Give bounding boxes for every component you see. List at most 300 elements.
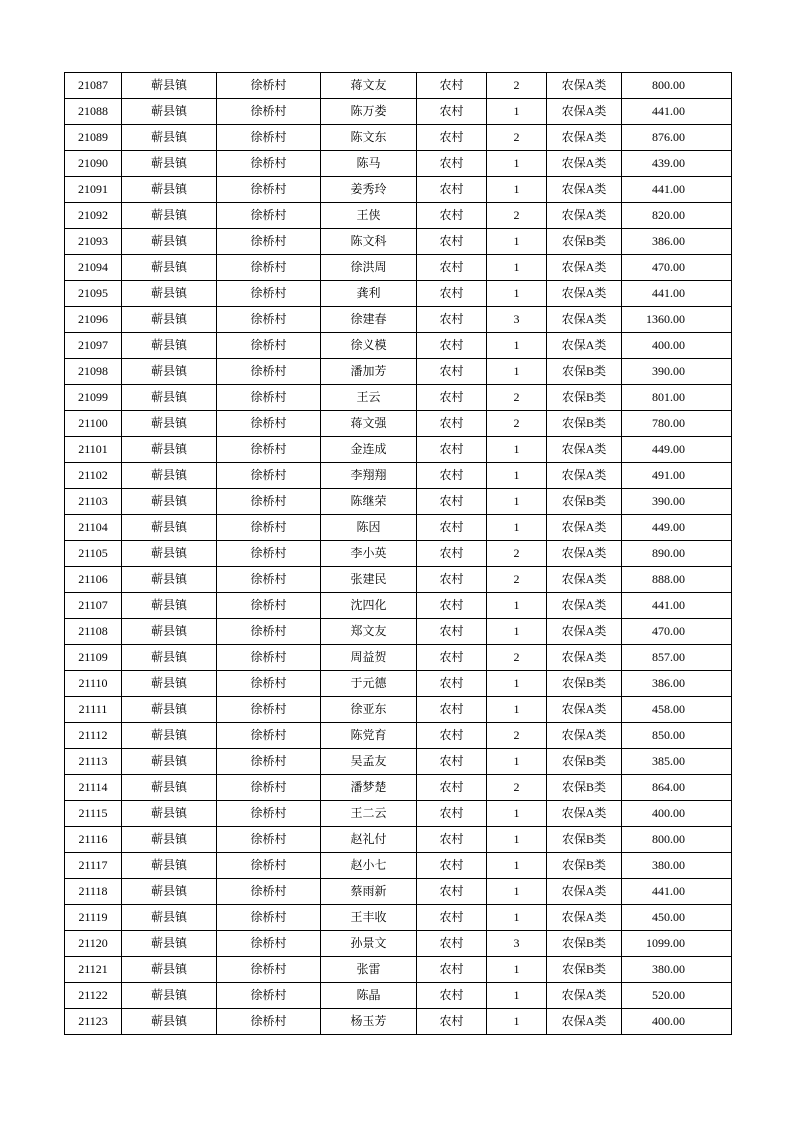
person-name-cell: 李翔翔 <box>321 463 417 489</box>
town-cell: 蕲县镇 <box>122 905 217 931</box>
person-name-cell: 杨玉芳 <box>321 1009 417 1035</box>
village-cell: 徐桥村 <box>217 801 321 827</box>
village-cell: 徐桥村 <box>217 931 321 957</box>
person-name-cell: 陈万娄 <box>321 99 417 125</box>
insurance-category-cell: 农保A类 <box>547 463 622 489</box>
insurance-category-cell: 农保B类 <box>547 359 622 385</box>
person-count-cell: 1 <box>487 827 547 853</box>
record-id-cell: 21088 <box>65 99 122 125</box>
residence-type-cell: 农村 <box>417 229 487 255</box>
amount-cell: 850.00 <box>622 723 732 749</box>
town-cell: 蕲县镇 <box>122 879 217 905</box>
insurance-category-cell: 农保A类 <box>547 151 622 177</box>
person-count-cell: 2 <box>487 411 547 437</box>
table-row <box>65 281 732 307</box>
village-cell: 徐桥村 <box>217 463 321 489</box>
person-count-cell: 1 <box>487 229 547 255</box>
record-id-cell: 21096 <box>65 307 122 333</box>
person-name-cell: 张建民 <box>321 567 417 593</box>
village-cell: 徐桥村 <box>217 177 321 203</box>
table-row <box>65 229 732 255</box>
record-id-cell: 21120 <box>65 931 122 957</box>
person-name-cell: 王丰收 <box>321 905 417 931</box>
person-name-cell: 王二云 <box>321 801 417 827</box>
person-name-cell: 周益贺 <box>321 645 417 671</box>
amount-cell: 390.00 <box>622 489 732 515</box>
record-id-cell: 21092 <box>65 203 122 229</box>
insurance-category-cell: 农保B类 <box>547 411 622 437</box>
person-count-cell: 1 <box>487 983 547 1009</box>
amount-cell: 449.00 <box>622 437 732 463</box>
table-row <box>65 333 732 359</box>
village-cell: 徐桥村 <box>217 255 321 281</box>
village-cell: 徐桥村 <box>217 775 321 801</box>
insurance-category-cell: 农保A类 <box>547 281 622 307</box>
residence-type-cell: 农村 <box>417 749 487 775</box>
insurance-category-cell: 农保A类 <box>547 99 622 125</box>
amount-cell: 386.00 <box>622 229 732 255</box>
person-count-cell: 1 <box>487 359 547 385</box>
table-row <box>65 203 732 229</box>
residence-type-cell: 农村 <box>417 957 487 983</box>
residence-type-cell: 农村 <box>417 827 487 853</box>
town-cell: 蕲县镇 <box>122 463 217 489</box>
table-row <box>65 593 732 619</box>
insurance-category-cell: 农保B类 <box>547 671 622 697</box>
town-cell: 蕲县镇 <box>122 775 217 801</box>
table-row <box>65 853 732 879</box>
person-name-cell: 潘梦楚 <box>321 775 417 801</box>
record-id-cell: 21107 <box>65 593 122 619</box>
residence-type-cell: 农村 <box>417 489 487 515</box>
record-id-cell: 21091 <box>65 177 122 203</box>
person-name-cell: 徐义模 <box>321 333 417 359</box>
insurance-category-cell: 农保A类 <box>547 1009 622 1035</box>
town-cell: 蕲县镇 <box>122 749 217 775</box>
insurance-category-cell: 农保B类 <box>547 749 622 775</box>
village-cell: 徐桥村 <box>217 697 321 723</box>
person-name-cell: 张雷 <box>321 957 417 983</box>
table-row <box>65 905 732 931</box>
person-name-cell: 蒋文友 <box>321 73 417 99</box>
table-row <box>65 489 732 515</box>
record-id-cell: 21110 <box>65 671 122 697</box>
town-cell: 蕲县镇 <box>122 359 217 385</box>
residence-type-cell: 农村 <box>417 151 487 177</box>
town-cell: 蕲县镇 <box>122 437 217 463</box>
town-cell: 蕲县镇 <box>122 827 217 853</box>
record-id-cell: 21113 <box>65 749 122 775</box>
residence-type-cell: 农村 <box>417 463 487 489</box>
person-count-cell: 1 <box>487 515 547 541</box>
residence-type-cell: 农村 <box>417 879 487 905</box>
table-row <box>65 749 732 775</box>
amount-cell: 890.00 <box>622 541 732 567</box>
record-id-cell: 21112 <box>65 723 122 749</box>
village-cell: 徐桥村 <box>217 645 321 671</box>
record-id-cell: 21118 <box>65 879 122 905</box>
town-cell: 蕲县镇 <box>122 671 217 697</box>
insurance-category-cell: 农保A类 <box>547 905 622 931</box>
record-id-cell: 21106 <box>65 567 122 593</box>
person-count-cell: 1 <box>487 99 547 125</box>
person-count-cell: 1 <box>487 463 547 489</box>
village-cell: 徐桥村 <box>217 957 321 983</box>
amount-cell: 780.00 <box>622 411 732 437</box>
person-count-cell: 1 <box>487 333 547 359</box>
table-row <box>65 567 732 593</box>
residence-type-cell: 农村 <box>417 125 487 151</box>
town-cell: 蕲县镇 <box>122 99 217 125</box>
residence-type-cell: 农村 <box>417 541 487 567</box>
insurance-category-cell: 农保A类 <box>547 255 622 281</box>
amount-cell: 400.00 <box>622 801 732 827</box>
village-cell: 徐桥村 <box>217 203 321 229</box>
residence-type-cell: 农村 <box>417 697 487 723</box>
town-cell: 蕲县镇 <box>122 125 217 151</box>
person-name-cell: 陈因 <box>321 515 417 541</box>
town-cell: 蕲县镇 <box>122 983 217 1009</box>
record-id-cell: 21115 <box>65 801 122 827</box>
insurance-category-cell: 农保A类 <box>547 593 622 619</box>
person-name-cell: 陈马 <box>321 151 417 177</box>
residence-type-cell: 农村 <box>417 359 487 385</box>
residence-type-cell: 农村 <box>417 203 487 229</box>
residence-type-cell: 农村 <box>417 1009 487 1035</box>
records-table <box>64 72 732 1035</box>
table-row <box>65 697 732 723</box>
person-name-cell: 陈晶 <box>321 983 417 1009</box>
record-id-cell: 21117 <box>65 853 122 879</box>
insurance-category-cell: 农保A类 <box>547 541 622 567</box>
person-count-cell: 2 <box>487 73 547 99</box>
town-cell: 蕲县镇 <box>122 203 217 229</box>
village-cell: 徐桥村 <box>217 619 321 645</box>
residence-type-cell: 农村 <box>417 437 487 463</box>
person-count-cell: 1 <box>487 957 547 983</box>
person-count-cell: 2 <box>487 567 547 593</box>
town-cell: 蕲县镇 <box>122 177 217 203</box>
residence-type-cell: 农村 <box>417 567 487 593</box>
record-id-cell: 21094 <box>65 255 122 281</box>
record-id-cell: 21098 <box>65 359 122 385</box>
insurance-category-cell: 农保A类 <box>547 645 622 671</box>
person-count-cell: 2 <box>487 541 547 567</box>
table-row <box>65 619 732 645</box>
table-row <box>65 541 732 567</box>
village-cell: 徐桥村 <box>217 905 321 931</box>
village-cell: 徐桥村 <box>217 411 321 437</box>
person-name-cell: 徐亚东 <box>321 697 417 723</box>
record-id-cell: 21100 <box>65 411 122 437</box>
person-count-cell: 1 <box>487 255 547 281</box>
amount-cell: 441.00 <box>622 281 732 307</box>
record-id-cell: 21097 <box>65 333 122 359</box>
person-name-cell: 陈党育 <box>321 723 417 749</box>
town-cell: 蕲县镇 <box>122 255 217 281</box>
town-cell: 蕲县镇 <box>122 489 217 515</box>
village-cell: 徐桥村 <box>217 671 321 697</box>
person-name-cell: 赵礼付 <box>321 827 417 853</box>
table-row <box>65 151 732 177</box>
town-cell: 蕲县镇 <box>122 151 217 177</box>
residence-type-cell: 农村 <box>417 801 487 827</box>
amount-cell: 386.00 <box>622 671 732 697</box>
amount-cell: 470.00 <box>622 619 732 645</box>
record-id-cell: 21087 <box>65 73 122 99</box>
table-row <box>65 957 732 983</box>
residence-type-cell: 农村 <box>417 385 487 411</box>
amount-cell: 876.00 <box>622 125 732 151</box>
record-id-cell: 21093 <box>65 229 122 255</box>
village-cell: 徐桥村 <box>217 359 321 385</box>
village-cell: 徐桥村 <box>217 151 321 177</box>
person-name-cell: 龚利 <box>321 281 417 307</box>
record-id-cell: 21099 <box>65 385 122 411</box>
amount-cell: 441.00 <box>622 177 732 203</box>
town-cell: 蕲县镇 <box>122 411 217 437</box>
town-cell: 蕲县镇 <box>122 385 217 411</box>
person-name-cell: 姜秀玲 <box>321 177 417 203</box>
residence-type-cell: 农村 <box>417 983 487 1009</box>
amount-cell: 450.00 <box>622 905 732 931</box>
table-row <box>65 385 732 411</box>
residence-type-cell: 农村 <box>417 255 487 281</box>
insurance-category-cell: 农保B类 <box>547 385 622 411</box>
village-cell: 徐桥村 <box>217 99 321 125</box>
town-cell: 蕲县镇 <box>122 567 217 593</box>
person-count-cell: 1 <box>487 801 547 827</box>
town-cell: 蕲县镇 <box>122 515 217 541</box>
residence-type-cell: 农村 <box>417 73 487 99</box>
table-row <box>65 879 732 905</box>
record-id-cell: 21111 <box>65 697 122 723</box>
person-name-cell: 王云 <box>321 385 417 411</box>
residence-type-cell: 农村 <box>417 619 487 645</box>
amount-cell: 864.00 <box>622 775 732 801</box>
table-row <box>65 931 732 957</box>
person-count-cell: 3 <box>487 307 547 333</box>
person-name-cell: 金连成 <box>321 437 417 463</box>
table-row <box>65 775 732 801</box>
table-row <box>65 801 732 827</box>
town-cell: 蕲县镇 <box>122 593 217 619</box>
table-row <box>65 73 732 99</box>
village-cell: 徐桥村 <box>217 749 321 775</box>
village-cell: 徐桥村 <box>217 281 321 307</box>
record-id-cell: 21090 <box>65 151 122 177</box>
town-cell: 蕲县镇 <box>122 307 217 333</box>
record-id-cell: 21089 <box>65 125 122 151</box>
amount-cell: 449.00 <box>622 515 732 541</box>
amount-cell: 458.00 <box>622 697 732 723</box>
amount-cell: 800.00 <box>622 73 732 99</box>
village-cell: 徐桥村 <box>217 1009 321 1035</box>
residence-type-cell: 农村 <box>417 775 487 801</box>
town-cell: 蕲县镇 <box>122 697 217 723</box>
person-count-cell: 1 <box>487 619 547 645</box>
insurance-category-cell: 农保A类 <box>547 515 622 541</box>
village-cell: 徐桥村 <box>217 593 321 619</box>
village-cell: 徐桥村 <box>217 73 321 99</box>
person-name-cell: 徐洪周 <box>321 255 417 281</box>
amount-cell: 380.00 <box>622 957 732 983</box>
town-cell: 蕲县镇 <box>122 281 217 307</box>
person-name-cell: 赵小七 <box>321 853 417 879</box>
record-id-cell: 21103 <box>65 489 122 515</box>
insurance-category-cell: 农保B类 <box>547 775 622 801</box>
residence-type-cell: 农村 <box>417 177 487 203</box>
village-cell: 徐桥村 <box>217 541 321 567</box>
insurance-category-cell: 农保A类 <box>547 307 622 333</box>
amount-cell: 400.00 <box>622 333 732 359</box>
person-count-cell: 1 <box>487 879 547 905</box>
residence-type-cell: 农村 <box>417 515 487 541</box>
insurance-category-cell: 农保B类 <box>547 489 622 515</box>
record-id-cell: 21123 <box>65 1009 122 1035</box>
amount-cell: 1360.00 <box>622 307 732 333</box>
amount-cell: 441.00 <box>622 879 732 905</box>
village-cell: 徐桥村 <box>217 385 321 411</box>
record-id-cell: 21116 <box>65 827 122 853</box>
insurance-category-cell: 农保A类 <box>547 567 622 593</box>
town-cell: 蕲县镇 <box>122 619 217 645</box>
person-name-cell: 李小英 <box>321 541 417 567</box>
table-row <box>65 437 732 463</box>
town-cell: 蕲县镇 <box>122 333 217 359</box>
insurance-category-cell: 农保B类 <box>547 931 622 957</box>
table-row <box>65 359 732 385</box>
table-row <box>65 125 732 151</box>
village-cell: 徐桥村 <box>217 307 321 333</box>
person-name-cell: 蒋文强 <box>321 411 417 437</box>
amount-cell: 441.00 <box>622 593 732 619</box>
amount-cell: 439.00 <box>622 151 732 177</box>
town-cell: 蕲县镇 <box>122 723 217 749</box>
table-row <box>65 411 732 437</box>
record-id-cell: 21114 <box>65 775 122 801</box>
insurance-category-cell: 农保A类 <box>547 879 622 905</box>
residence-type-cell: 农村 <box>417 671 487 697</box>
record-id-cell: 21122 <box>65 983 122 1009</box>
village-cell: 徐桥村 <box>217 125 321 151</box>
table-row <box>65 463 732 489</box>
insurance-category-cell: 农保B类 <box>547 827 622 853</box>
person-name-cell: 陈文东 <box>321 125 417 151</box>
amount-cell: 888.00 <box>622 567 732 593</box>
town-cell: 蕲县镇 <box>122 645 217 671</box>
residence-type-cell: 农村 <box>417 333 487 359</box>
residence-type-cell: 农村 <box>417 411 487 437</box>
insurance-category-cell: 农保A类 <box>547 983 622 1009</box>
town-cell: 蕲县镇 <box>122 73 217 99</box>
table-row <box>65 99 732 125</box>
person-count-cell: 1 <box>487 489 547 515</box>
village-cell: 徐桥村 <box>217 567 321 593</box>
record-id-cell: 21101 <box>65 437 122 463</box>
person-name-cell: 沈四化 <box>321 593 417 619</box>
insurance-category-cell: 农保A类 <box>547 619 622 645</box>
amount-cell: 441.00 <box>622 99 732 125</box>
village-cell: 徐桥村 <box>217 333 321 359</box>
insurance-category-cell: 农保A类 <box>547 177 622 203</box>
village-cell: 徐桥村 <box>217 853 321 879</box>
village-cell: 徐桥村 <box>217 879 321 905</box>
insurance-category-cell: 农保A类 <box>547 333 622 359</box>
person-count-cell: 2 <box>487 723 547 749</box>
person-name-cell: 徐建春 <box>321 307 417 333</box>
town-cell: 蕲县镇 <box>122 931 217 957</box>
record-id-cell: 21119 <box>65 905 122 931</box>
insurance-category-cell: 农保A类 <box>547 801 622 827</box>
person-count-cell: 1 <box>487 281 547 307</box>
record-id-cell: 21121 <box>65 957 122 983</box>
residence-type-cell: 农村 <box>417 307 487 333</box>
person-count-cell: 2 <box>487 645 547 671</box>
person-name-cell: 陈文科 <box>321 229 417 255</box>
residence-type-cell: 农村 <box>417 723 487 749</box>
amount-cell: 390.00 <box>622 359 732 385</box>
table-row <box>65 255 732 281</box>
person-count-cell: 1 <box>487 177 547 203</box>
person-count-cell: 2 <box>487 125 547 151</box>
insurance-category-cell: 农保A类 <box>547 73 622 99</box>
village-cell: 徐桥村 <box>217 723 321 749</box>
insurance-category-cell: 农保B类 <box>547 229 622 255</box>
record-id-cell: 21105 <box>65 541 122 567</box>
person-name-cell: 陈继荣 <box>321 489 417 515</box>
person-count-cell: 1 <box>487 593 547 619</box>
record-id-cell: 21095 <box>65 281 122 307</box>
town-cell: 蕲县镇 <box>122 957 217 983</box>
amount-cell: 470.00 <box>622 255 732 281</box>
amount-cell: 520.00 <box>622 983 732 1009</box>
amount-cell: 800.00 <box>622 827 732 853</box>
residence-type-cell: 农村 <box>417 593 487 619</box>
person-count-cell: 1 <box>487 1009 547 1035</box>
village-cell: 徐桥村 <box>217 229 321 255</box>
insurance-category-cell: 农保A类 <box>547 697 622 723</box>
insurance-category-cell: 农保A类 <box>547 723 622 749</box>
table-row <box>65 723 732 749</box>
village-cell: 徐桥村 <box>217 489 321 515</box>
table-row <box>65 307 732 333</box>
residence-type-cell: 农村 <box>417 281 487 307</box>
town-cell: 蕲县镇 <box>122 541 217 567</box>
amount-cell: 491.00 <box>622 463 732 489</box>
insurance-category-cell: 农保A类 <box>547 203 622 229</box>
amount-cell: 400.00 <box>622 1009 732 1035</box>
residence-type-cell: 农村 <box>417 99 487 125</box>
record-id-cell: 21102 <box>65 463 122 489</box>
person-count-cell: 1 <box>487 853 547 879</box>
table-row <box>65 177 732 203</box>
table-row <box>65 983 732 1009</box>
record-id-cell: 21108 <box>65 619 122 645</box>
village-cell: 徐桥村 <box>217 437 321 463</box>
table-row <box>65 671 732 697</box>
insurance-category-cell: 农保B类 <box>547 957 622 983</box>
person-count-cell: 1 <box>487 151 547 177</box>
residence-type-cell: 农村 <box>417 931 487 957</box>
person-name-cell: 王侠 <box>321 203 417 229</box>
town-cell: 蕲县镇 <box>122 1009 217 1035</box>
records-table-body <box>65 73 732 1035</box>
amount-cell: 857.00 <box>622 645 732 671</box>
person-count-cell: 2 <box>487 385 547 411</box>
person-count-cell: 2 <box>487 203 547 229</box>
record-id-cell: 21109 <box>65 645 122 671</box>
